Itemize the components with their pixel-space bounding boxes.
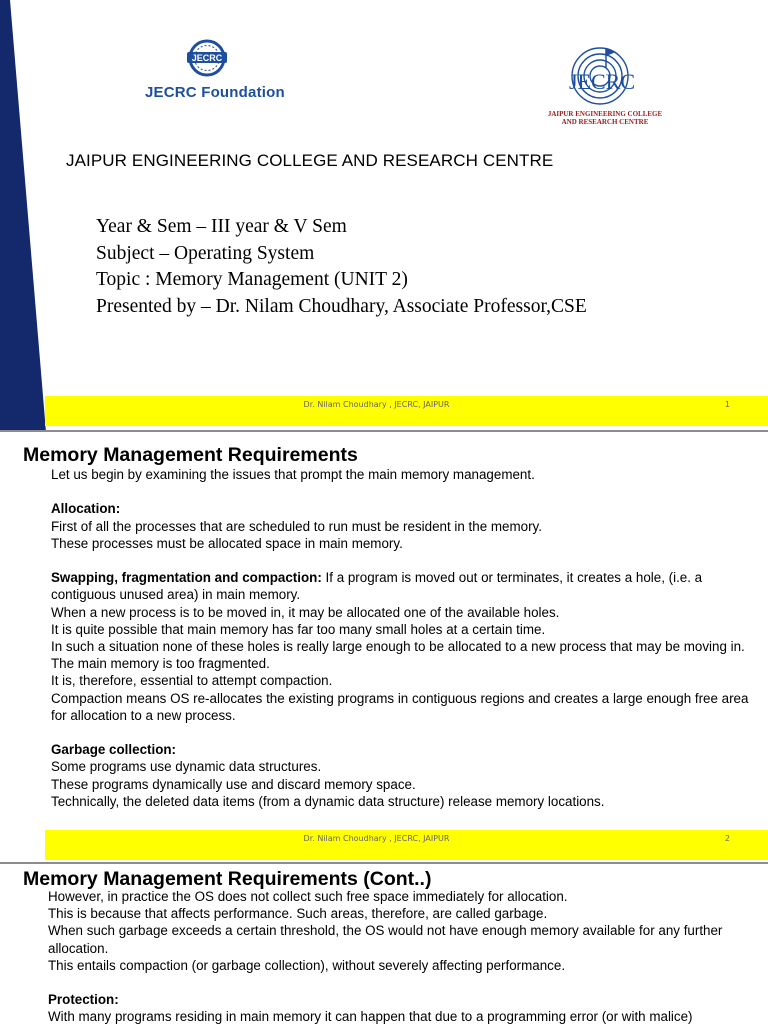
body-line: These programs dynamically use and discard memory space. — [51, 776, 416, 792]
body-line: Technically, the deleted data items (from a dynamic data structure) release memory locations. — [51, 793, 605, 809]
body-line: Some programs use dynamic data structures. — [51, 759, 322, 775]
swapping-paragraph: Swapping, fragmentation and compaction: If a program is moved out or terminates, it creates a hole, (i.e. a contiguous unused area) in main memory. — [51, 570, 703, 603]
body-line: Compaction means OS re-allocates the existing programs in contiguous regions and creates a large enough free area for allocation to a new process. — [51, 690, 749, 723]
content-slide — [0, 432, 768, 864]
page-number: 2 — [724, 834, 730, 843]
subject: Subject – Operating System — [96, 242, 315, 264]
slide-heading: Memory Management Requirements (Cont..) — [23, 868, 432, 890]
slide-body — [51, 466, 757, 810]
body-line: This entails compaction (or garbage collection), without severely affecting performance. — [48, 957, 566, 973]
body-line: In such a situation none of these holes is really large enough to be allocated to a new process that may be moving in. — [51, 639, 745, 654]
foundation-name: JECRC Foundation — [145, 84, 285, 101]
body-line: These processes must be allocated space in main memory. — [51, 535, 403, 551]
body-line: This is because that affects performance. Such areas, therefore, are called garbage. — [48, 906, 548, 922]
body-line: It is, therefore, essential to attempt compaction. — [51, 673, 333, 689]
content-slide-continued — [0, 864, 768, 1024]
slide-heading: Memory Management Requirements — [23, 444, 358, 466]
body-line: However, in practice the OS does not collect such free space immediately for allocation. — [48, 889, 568, 904]
slide-footer — [45, 396, 768, 426]
course-details — [96, 214, 587, 320]
footer-author: Dr. Nilam Choudhary , JECRC, JAIPUR — [303, 834, 450, 843]
protection-heading: Protection: — [48, 992, 119, 1008]
logo-right-badge-text: JECRC — [568, 69, 636, 94]
allocation-heading: Allocation: — [51, 501, 121, 517]
navy-side-stripe — [0, 0, 60, 432]
body-line: When a new process is to be moved in, it may be allocated one of the available holes. — [51, 604, 560, 620]
slide-footer — [45, 830, 768, 860]
topic: Topic : Memory Management (UNIT 2) — [96, 269, 408, 290]
presenter: Presented by – Dr. Nilam Choudhary, Associate Professor,CSE — [96, 295, 587, 317]
title-slide — [0, 0, 768, 432]
footer-author: Dr. Nilam Choudhary , JECRC, JAIPUR — [303, 400, 450, 409]
body-line: When such garbage exceeds a certain threshold, the OS would not have enough memory available for any further allocation. — [48, 923, 723, 956]
page-number: 1 — [724, 400, 730, 409]
body-line: With many programs residing in main memory it can happen that due to a programming error (or with malice) — [48, 1009, 693, 1024]
year-sem: Year & Sem – III year & V Sem — [96, 216, 347, 237]
logo-left-badge-text: JECRC — [191, 53, 223, 63]
body-line: The main memory is too fragmented. — [51, 656, 270, 672]
swapping-heading: Swapping, fragmentation and compaction: — [51, 570, 322, 586]
slide-body — [48, 888, 758, 1024]
body-line: First of all the processes that are scheduled to run must be resident in the memory. — [51, 518, 542, 534]
body-line: It is quite possible that main memory has far too many small holes at a certain time. — [51, 621, 546, 637]
garbage-heading: Garbage collection: — [51, 742, 177, 758]
college-title: JAIPUR ENGINEERING COLLEGE AND RESEARCH CENTRE — [66, 151, 554, 170]
logo-right-subtitle: JAIPUR ENGINEERING COLLEGE AND RESEARCH CENTRE — [547, 110, 663, 126]
intro-line: Let us begin by examining the issues that prompt the main memory management. — [51, 467, 535, 482]
